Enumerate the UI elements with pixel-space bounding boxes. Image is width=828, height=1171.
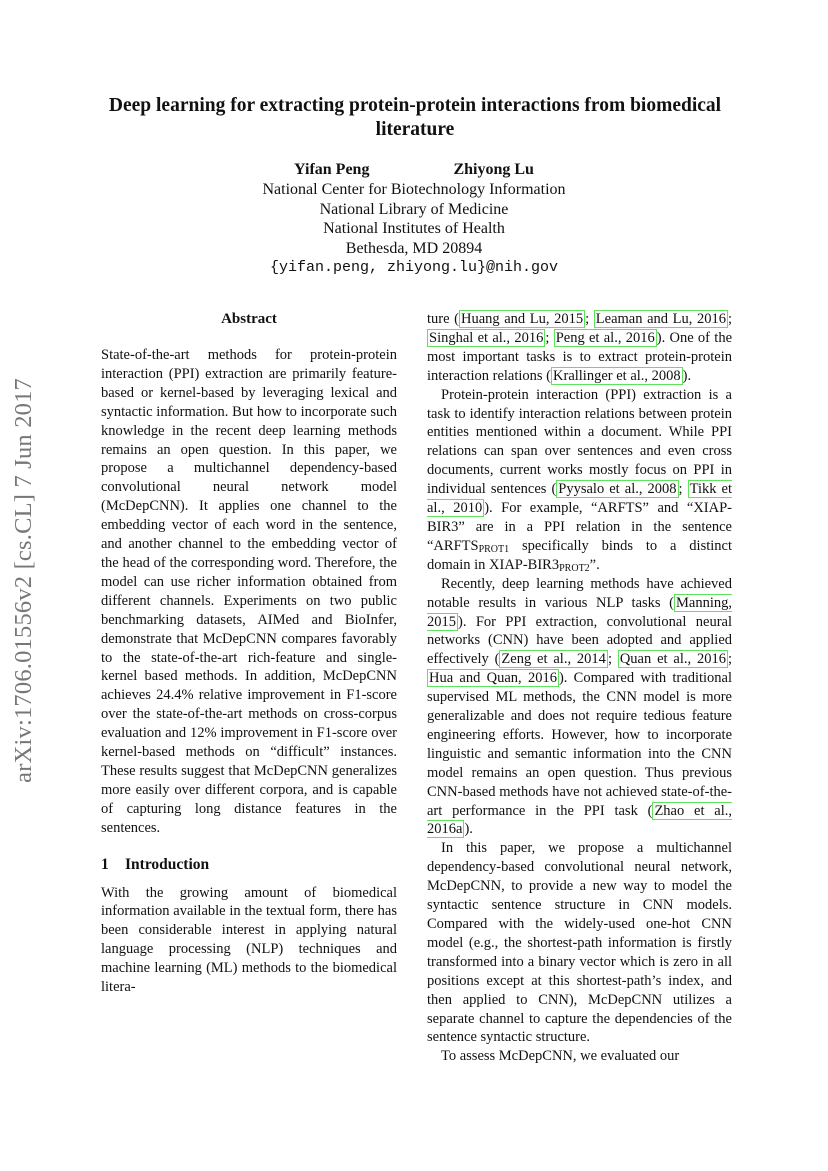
abstract-heading: Abstract — [221, 311, 277, 327]
citation-link[interactable]: Leaman and Lu, 2016 — [595, 311, 726, 327]
text: ; — [607, 651, 618, 668]
text: ; — [585, 311, 594, 327]
intro-paragraph: With the growing amount of biomedical information available in the textual form, there has been considerable interest in applying natural language processing (NLP) techniques and machine learning (ML) methods to the biomedical litera- — [101, 884, 397, 996]
paragraph — [427, 310, 732, 386]
paragraph — [427, 386, 732, 575]
section-heading — [101, 855, 397, 875]
text: ). For PPI extraction, convolutional neural networks (CNN) have been adopted and applied effectively ( — [427, 613, 732, 668]
paragraph: In this paper, we propose a multichannel dependency-based convolutional neural network, McDepCNN, to provide a new way to model the syntactic sentence structure in CNN models. Compared with the widely-used one-hot CNN model (e.g., the shortest-path information is firstly transformed into a binary vector which is zero in all positions except at this shortest-path’s index, and then applied to CNN), McDepCNN utilizes a separate channel to capture the dependencies of the sentence syntactic structure. — [427, 840, 732, 1046]
arxiv-stamp: arXiv:1706.01556v2 [cs.CL] 7 Jun 2017 — [10, 378, 37, 783]
text: Recently, deep learning methods have achieved notable results in various NLP tasks ( — [427, 575, 732, 611]
subscript: PROT1 — [478, 543, 510, 555]
right-column — [427, 310, 732, 1066]
citation-link[interactable]: Quan et al., 2016 — [619, 651, 726, 668]
author-name: Yifan Peng — [294, 161, 370, 178]
text: specifically binds to a distinct domain in XIAP-BIR3 — [427, 537, 732, 573]
citation-link[interactable]: Singhal et al., 2016 — [429, 329, 544, 346]
citation-link[interactable]: Tikk et al., 2010 — [427, 481, 732, 517]
citation-link[interactable]: Krallinger et al., 2008 — [553, 367, 681, 384]
section-number: 1 — [101, 855, 109, 873]
author-email: {yifan.peng, zhiyong.lu}@nih.gov — [269, 259, 559, 276]
affiliation-line: Bethesda, MD 20894 — [345, 239, 483, 257]
citation-link[interactable]: Zhao et al., 2016a — [427, 802, 732, 838]
text: ). — [682, 367, 692, 384]
citation-link[interactable]: Hua and Quan, 2016 — [429, 670, 557, 687]
text: ture ( — [427, 311, 459, 327]
citation-link[interactable]: Manning, 2015 — [427, 594, 732, 630]
author-name: Zhiyong Lu — [453, 161, 534, 178]
text: ; — [545, 329, 554, 346]
citation-link[interactable]: Pyysalo et al., 2008 — [558, 481, 677, 498]
affiliation-line: National Institutes of Health — [323, 220, 505, 237]
text: ; — [727, 311, 732, 327]
subscript: PROT2 — [559, 562, 590, 574]
text: ). Compared with traditional supervised ML methods, the CNN model is more generalizable and does not require tedious feature engineering efforts. However, how to incorporate linguistic and semantic information into the CNN model remains an open question. Thus previous CNN-based methods have not achieved state-of-the-art performance in the PPI task ( — [427, 670, 732, 819]
text: ). For example, “ARFTS” and “XIAP-BIR3” are in a PPI relation in the sentence “ARFTS — [427, 500, 732, 554]
affiliation-line: National Library of Medicine — [319, 200, 509, 218]
author-names — [0, 160, 828, 180]
text: ). One of the most important tasks is to extract protein-protein interaction relations ( — [427, 329, 733, 384]
text: ; — [678, 481, 688, 498]
author-block — [0, 160, 828, 278]
citation-link[interactable]: Peng et al., 2016 — [555, 329, 655, 346]
section-title: Introduction — [125, 855, 210, 873]
abstract-body: State-of-the-art methods for protein-protein interaction (PPI) extraction are primarily feature-based or kernel-based by leveraging lexical and syntactic information. But how to incorporate such knowledge in the recent deep learning methods remains an open question. In this paper, we propose a multichannel dependency-based convolutional neural network model (McDepCNN). It applies one channel to the embedding vector of each word in the sentence, and another channel to the embedding vector of the head of the corresponding word. Therefore, the model can use richer information obtained from different channels. Experiments on two public benchmarking datasets, AIMed and BioInfer, demonstrate that McDepCNN compares favorably to the state-of-the-art rich-feature and single-kernel based methods. In addition, McDepCNN achieves 24.4% relative improvement in F1-score over the state-of-the-art methods on cross-corpus evaluation and 12% improvement in F1-score over kernel-based methods on “difficult” instances. These results suggest that McDepCNN generalizes more easily over different corpora, and is capable of capturing long distance features in the sentences. — [101, 347, 397, 836]
citation-link[interactable]: Zeng et al., 2014 — [501, 651, 606, 668]
paragraph — [427, 575, 732, 840]
affiliation-line: National Center for Biotechnology Information — [262, 181, 566, 198]
paper-title: Deep learning for extracting protein-protein interactions from biomedical literature — [108, 95, 722, 140]
text: ). — [464, 821, 473, 838]
left-column — [101, 308, 397, 997]
paragraph: To assess McDepCNN, we evaluated our — [441, 1048, 680, 1065]
citation-link[interactable]: Huang and Lu, 2015 — [460, 311, 584, 327]
text: ”. — [589, 556, 600, 573]
text: Protein-protein interaction (PPI) extraction is a task to identify interaction relations between protein entities mentioned within a document. While PPI relations can span over sentences and even cross documents, current works mostly focus on PPI in individual sentences ( — [427, 386, 732, 498]
text: ; — [727, 651, 732, 668]
